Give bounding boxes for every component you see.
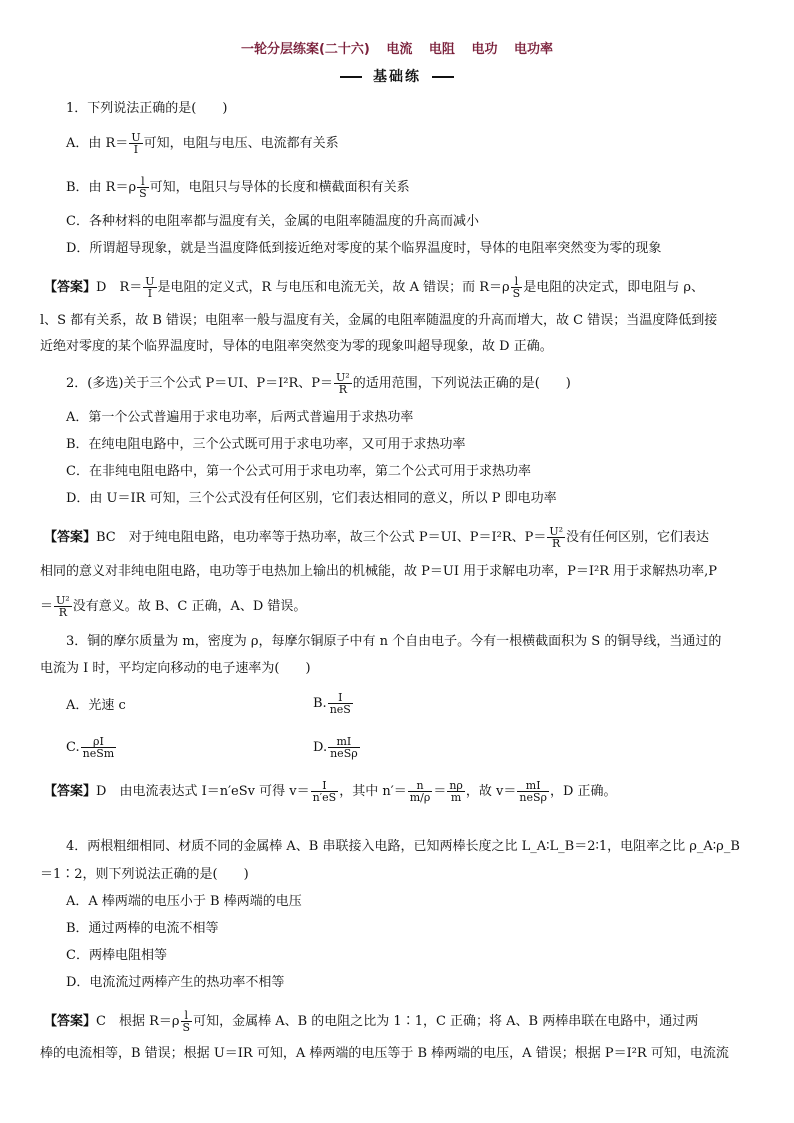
fraction xyxy=(447,780,465,803)
answer-text: 可知，金属棒 A、B 的电阻之比为 1∶1，C 正确；将 A、B 两棒串联在电路中，通过两 xyxy=(193,1014,699,1029)
fraction xyxy=(334,372,352,395)
numerator: l xyxy=(181,1010,193,1022)
option-text: A．由 R＝ xyxy=(66,136,129,151)
q3-option-b xyxy=(313,692,354,715)
answer-text: 是电阻的决定式，即电阻与 ρ、 xyxy=(523,280,704,295)
q4-option-c: C．两棒电阻相等 xyxy=(66,948,167,963)
option-text: D. xyxy=(313,740,328,755)
q2-stem xyxy=(66,372,571,395)
answer-text: ＝ xyxy=(433,784,447,799)
answer-text: 没有任何区别，它们表达 xyxy=(566,530,710,545)
heading-rule xyxy=(432,76,454,78)
q2-option-b: B．在纯电阻电路中，三个公式既可用于求电功率，又可用于求热功率 xyxy=(66,437,466,452)
title-topic: 电阻 xyxy=(428,42,455,57)
title-topic: 电流 xyxy=(386,42,413,57)
section-label: 基础练 xyxy=(373,69,421,85)
numerator: l xyxy=(511,276,523,288)
q4-option-b: B．通过两棒的电流不相等 xyxy=(66,921,219,936)
denominator: m xyxy=(450,791,462,804)
q1-option-a xyxy=(66,132,339,155)
numerator: mI xyxy=(328,736,360,748)
denominator: S xyxy=(512,287,521,300)
fraction xyxy=(311,780,339,803)
q4-option-d: D．电流流过两棒产生的热功率不相等 xyxy=(66,975,285,990)
denominator: S xyxy=(182,1021,191,1034)
q4-stem-line1: 4．两根粗细相同、材质不同的金属棒 A、B 串联接入电路，已知两棒长度之比 L_A∶L_B＝2∶1，电阻率之比 ρ_A∶ρ_B xyxy=(66,839,740,854)
denominator: neSρ xyxy=(330,747,358,760)
fraction xyxy=(181,1010,193,1033)
fraction xyxy=(137,176,149,199)
q3-stem-line1: 3．铜的摩尔质量为 m，密度为 ρ，每摩尔铜原子中有 n 个自由电子。今有一根横截面积为 S 的铜导线，当通过的 xyxy=(66,634,722,649)
q4-option-a: A．A 棒两端的电压小于 B 棒两端的电压 xyxy=(66,894,302,909)
fraction xyxy=(129,132,142,155)
denominator: S xyxy=(139,187,147,200)
answer-text: D 由电流表达式 I＝n′eSv 可得 v＝ xyxy=(96,784,310,799)
q3-option-a: A．光速 c xyxy=(66,698,126,713)
denominator: R xyxy=(58,606,67,619)
numerator: U² xyxy=(336,371,350,384)
fraction xyxy=(517,780,549,803)
option-text: 可知，电阻只与导体的长度和横截面积有关系 xyxy=(149,180,410,195)
fraction xyxy=(143,276,156,299)
denominator: I xyxy=(147,287,153,300)
option-text: B．由 R＝ρ xyxy=(66,180,137,195)
numerator: l xyxy=(137,176,149,188)
stem-text: 的适用范围，下列说法正确的是( ) xyxy=(352,376,571,391)
q1-option-b xyxy=(66,176,410,199)
q2-option-c: C．在非纯电阻电路中，第一个公式可用于求电功率，第二个公式可用于求热功率 xyxy=(66,464,531,479)
title-prefix: 一轮分层练案(二十六) xyxy=(240,42,370,57)
option-text: C. xyxy=(66,740,80,755)
answer-tag: 【答案】 xyxy=(44,784,97,799)
option-text: B. xyxy=(313,696,327,711)
q1-option-c: C．各种材料的电阻率都与温度有关，金属的电阻率随温度的升高而减小 xyxy=(66,214,479,229)
denominator: neSm xyxy=(82,747,115,760)
section-heading xyxy=(0,66,794,86)
numerator: mI xyxy=(517,780,549,792)
q4-answer-line1 xyxy=(44,1010,698,1033)
q1-answer-line1 xyxy=(44,276,704,299)
numerator: I xyxy=(328,692,353,704)
numerator: ρI xyxy=(81,736,117,748)
fraction xyxy=(511,276,523,299)
q1-answer-line3: 近绝对零度的某个临界温度时，导体的电阻率突然变为零的现象叫超导现象，故 D 正确。 xyxy=(40,339,553,354)
heading-rule xyxy=(340,76,362,78)
answer-text: BC 对于纯电阻电路，电功率等于热功率，故三个公式 P＝UI、P＝I²R、P＝ xyxy=(96,530,547,545)
denominator: I xyxy=(133,143,139,156)
fraction xyxy=(547,526,565,549)
answer-text: ＝ xyxy=(40,599,54,614)
fraction xyxy=(81,736,117,759)
q1-answer-line2: l、S 都有关系，故 B 错误；电阻率一般与温度有关，金属的电阻率随温度的升高而增大，故 C 错误；当温度降低到接 xyxy=(40,313,718,328)
q3-stem-line2: 电流为 I 时，平均定向移动的电子速率为( ) xyxy=(40,661,311,676)
numerator: U xyxy=(145,275,155,288)
title-topic: 电功 xyxy=(471,42,498,57)
q4-answer-line2: 棒的电流相等，B 错误；根据 U＝IR 可知，A 棒两端的电压等于 B 棒两端的电压，A 错误；根据 P＝I²R 可知，电流流 xyxy=(40,1046,729,1061)
denominator: R xyxy=(552,537,561,550)
q3-option-d xyxy=(313,736,361,759)
denominator: m/ρ xyxy=(409,791,431,804)
answer-tag: 【答案】 xyxy=(44,530,97,545)
answer-text: ，其中 n′＝ xyxy=(339,784,407,799)
numerator: n xyxy=(408,780,433,792)
answer-text: D R＝ xyxy=(96,280,143,295)
q2-answer-line1 xyxy=(44,526,709,549)
answer-text: ，故 v＝ xyxy=(465,784,517,799)
denominator: R xyxy=(338,383,347,396)
fraction xyxy=(328,736,360,759)
page-title xyxy=(0,38,794,57)
numerator: nρ xyxy=(449,779,463,792)
q1-option-d: D．所谓超导现象，就是当温度降低到接近绝对零度的某个临界温度时，导体的电阻率突然变为零的现象 xyxy=(66,241,662,256)
stem-text: 2．(多选)关于三个公式 P＝UI、P＝I²R、P＝ xyxy=(66,376,334,391)
answer-text: 是电阻的定义式，R 与电压和电流无关，故 A 错误；而 R＝ρ xyxy=(157,280,510,295)
answer-tag: 【答案】 xyxy=(44,280,97,295)
numerator: U² xyxy=(549,525,564,538)
answer-text: C 根据 R＝ρ xyxy=(96,1014,180,1029)
q3-option-c xyxy=(66,736,117,759)
denominator: neS xyxy=(329,703,351,716)
q4-stem-line2: ＝1∶2，则下列说法正确的是( ) xyxy=(40,867,249,882)
numerator: U xyxy=(131,131,141,144)
denominator: n′eS xyxy=(312,791,337,804)
q2-answer-line3 xyxy=(40,595,306,618)
numerator: U² xyxy=(56,594,70,607)
q2-answer-line2: 相同的意义对非纯电阻电路，电功等于电热加上输出的机械能，故 P＝UI 用于求解电功率，P＝I²R 用于求解热功率,P xyxy=(40,564,717,579)
denominator: neSρ xyxy=(519,791,547,804)
q2-option-d: D．由 U＝IR 可知，三个公式没有任何区别，它们表达相同的意义，所以 P 即电功率 xyxy=(66,491,557,506)
fraction xyxy=(328,692,353,715)
fraction xyxy=(408,780,433,803)
fraction xyxy=(54,595,72,618)
q2-option-a: A．第一个公式普遍用于求电功率，后两式普遍用于求热功率 xyxy=(66,410,414,425)
q3-answer xyxy=(44,780,617,803)
answer-text: ，D 正确。 xyxy=(549,784,617,799)
answer-text: 没有意义。故 B、C 正确，A、D 错误。 xyxy=(72,599,307,614)
title-topic: 电功率 xyxy=(514,42,554,57)
q1-stem: 1．下列说法正确的是( ) xyxy=(66,101,228,116)
option-text: 可知，电阻与电压、电流都有关系 xyxy=(143,136,339,151)
numerator: I xyxy=(311,780,339,792)
answer-tag: 【答案】 xyxy=(44,1014,97,1029)
